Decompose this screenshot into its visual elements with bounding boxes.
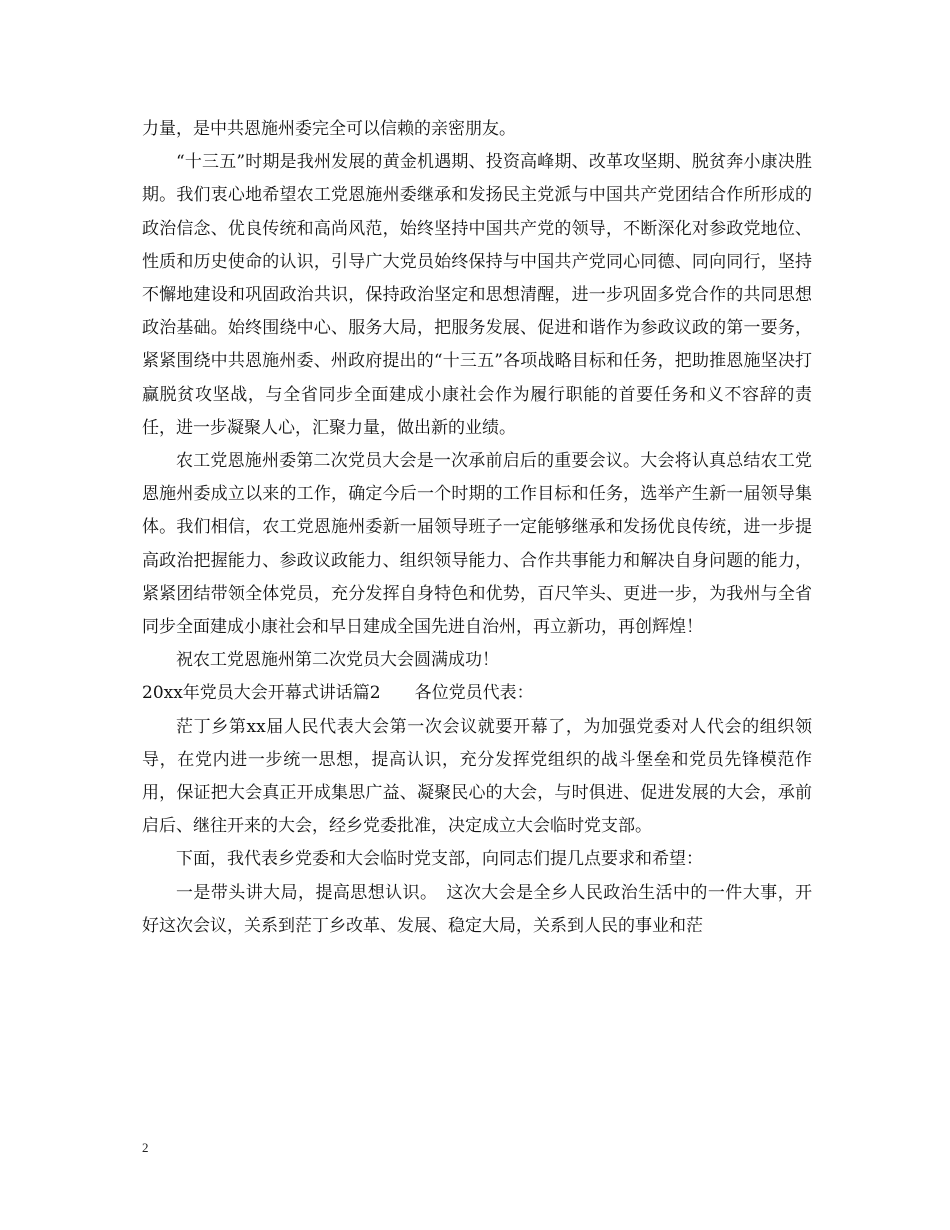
speech-heading: 20xx年党员大会开幕式讲话篇2 各位党员代表： bbox=[142, 683, 534, 704]
paragraph-requirements-intro: 下面，我代表乡党委和大会临时党支部，向同志们提几点要求和希望： bbox=[176, 849, 703, 870]
paragraph-point-one: 一是带头讲大局，提高思想认识。 这次大会是全乡人民政治生活中的一件大事，开好这次会议，关系到茫丁乡改革、发展、稳定大局，关系到人民的事业和茫 bbox=[142, 882, 812, 936]
paragraph-continuation: 力量，是中共恩施州委完全可以信赖的亲密朋友。 bbox=[142, 119, 516, 139]
paragraph-thirteenth-five-year: “十三五”时期是我州发展的黄金机遇期、投资高峰期、改革攻坚期、脱贫奔小康决胜期。我们衷心地希望农工党恩施州委继承和发扬民主党派与中国共产党团结合作所形成的政治信念、优良传统和高尚风范，始终坚持中国共产党的领导，不断深化对参政党地位、性质和历史使命的认识，引导广大党员始终保持与中国共产党同心同德、同向同行，坚持不懈地建设和巩固政治共识，保持政治坚定和思想清醒，进一步巩固多党合作的共同思想政治基础。始终围绕中心、服务大局，把服务发展、促进和谐作为参政议政的第一要务，紧紧围绕中共恩施州委、州政府提出的“十三五”各项战略目标和任务，把助推恩施坚决打赢脱贫攻坚战，与全省同步全面建成小康社会作为履行职能的首要任务和义不容辞的责任，进一步凝聚人心，汇聚力量，做出新的业绩。 bbox=[142, 152, 812, 438]
paragraph-temporary-branch: 茫丁乡第xx届人民代表大会第一次会议就要开幕了，为加强党委对人代会的组织领导，在党内进一步统一思想，提高认识，充分发挥党组织的战斗堡垒和党员先锋模范作用，保证把大会真正开成集思广益、凝聚民心的大会，与时俱进、促进发展的大会，承前启后、继往开来的大会，经乡党委批准，决定成立大会临时党支部。 bbox=[142, 716, 812, 837]
page-number: 2 bbox=[142, 1140, 149, 1155]
paragraph-congratulation: 祝农工党恩施州第二次党员大会圆满成功！ bbox=[176, 650, 499, 671]
document-body bbox=[142, 113, 812, 943]
paragraph-second-congress: 农工党恩施州委第二次党员大会是一次承前启后的重要会议。大会将认真总结农工党恩施州委成立以来的工作，确定今后一个时期的工作目标和任务，选举产生新一届领导集体。我们相信，农工党恩施州委新一届领导班子一定能够继承和发扬优良传统，进一步提高政治把握能力、参政议政能力、组织领导能力、合作共事能力和解决自身问题的能力，紧紧团结带领全体党员，充分发挥自身特色和优势，百尺竿头、更进一步，为我州与全省同步全面建成小康社会和早日建成全国先进自治州，再立新功，再创辉煌！ bbox=[142, 451, 812, 638]
